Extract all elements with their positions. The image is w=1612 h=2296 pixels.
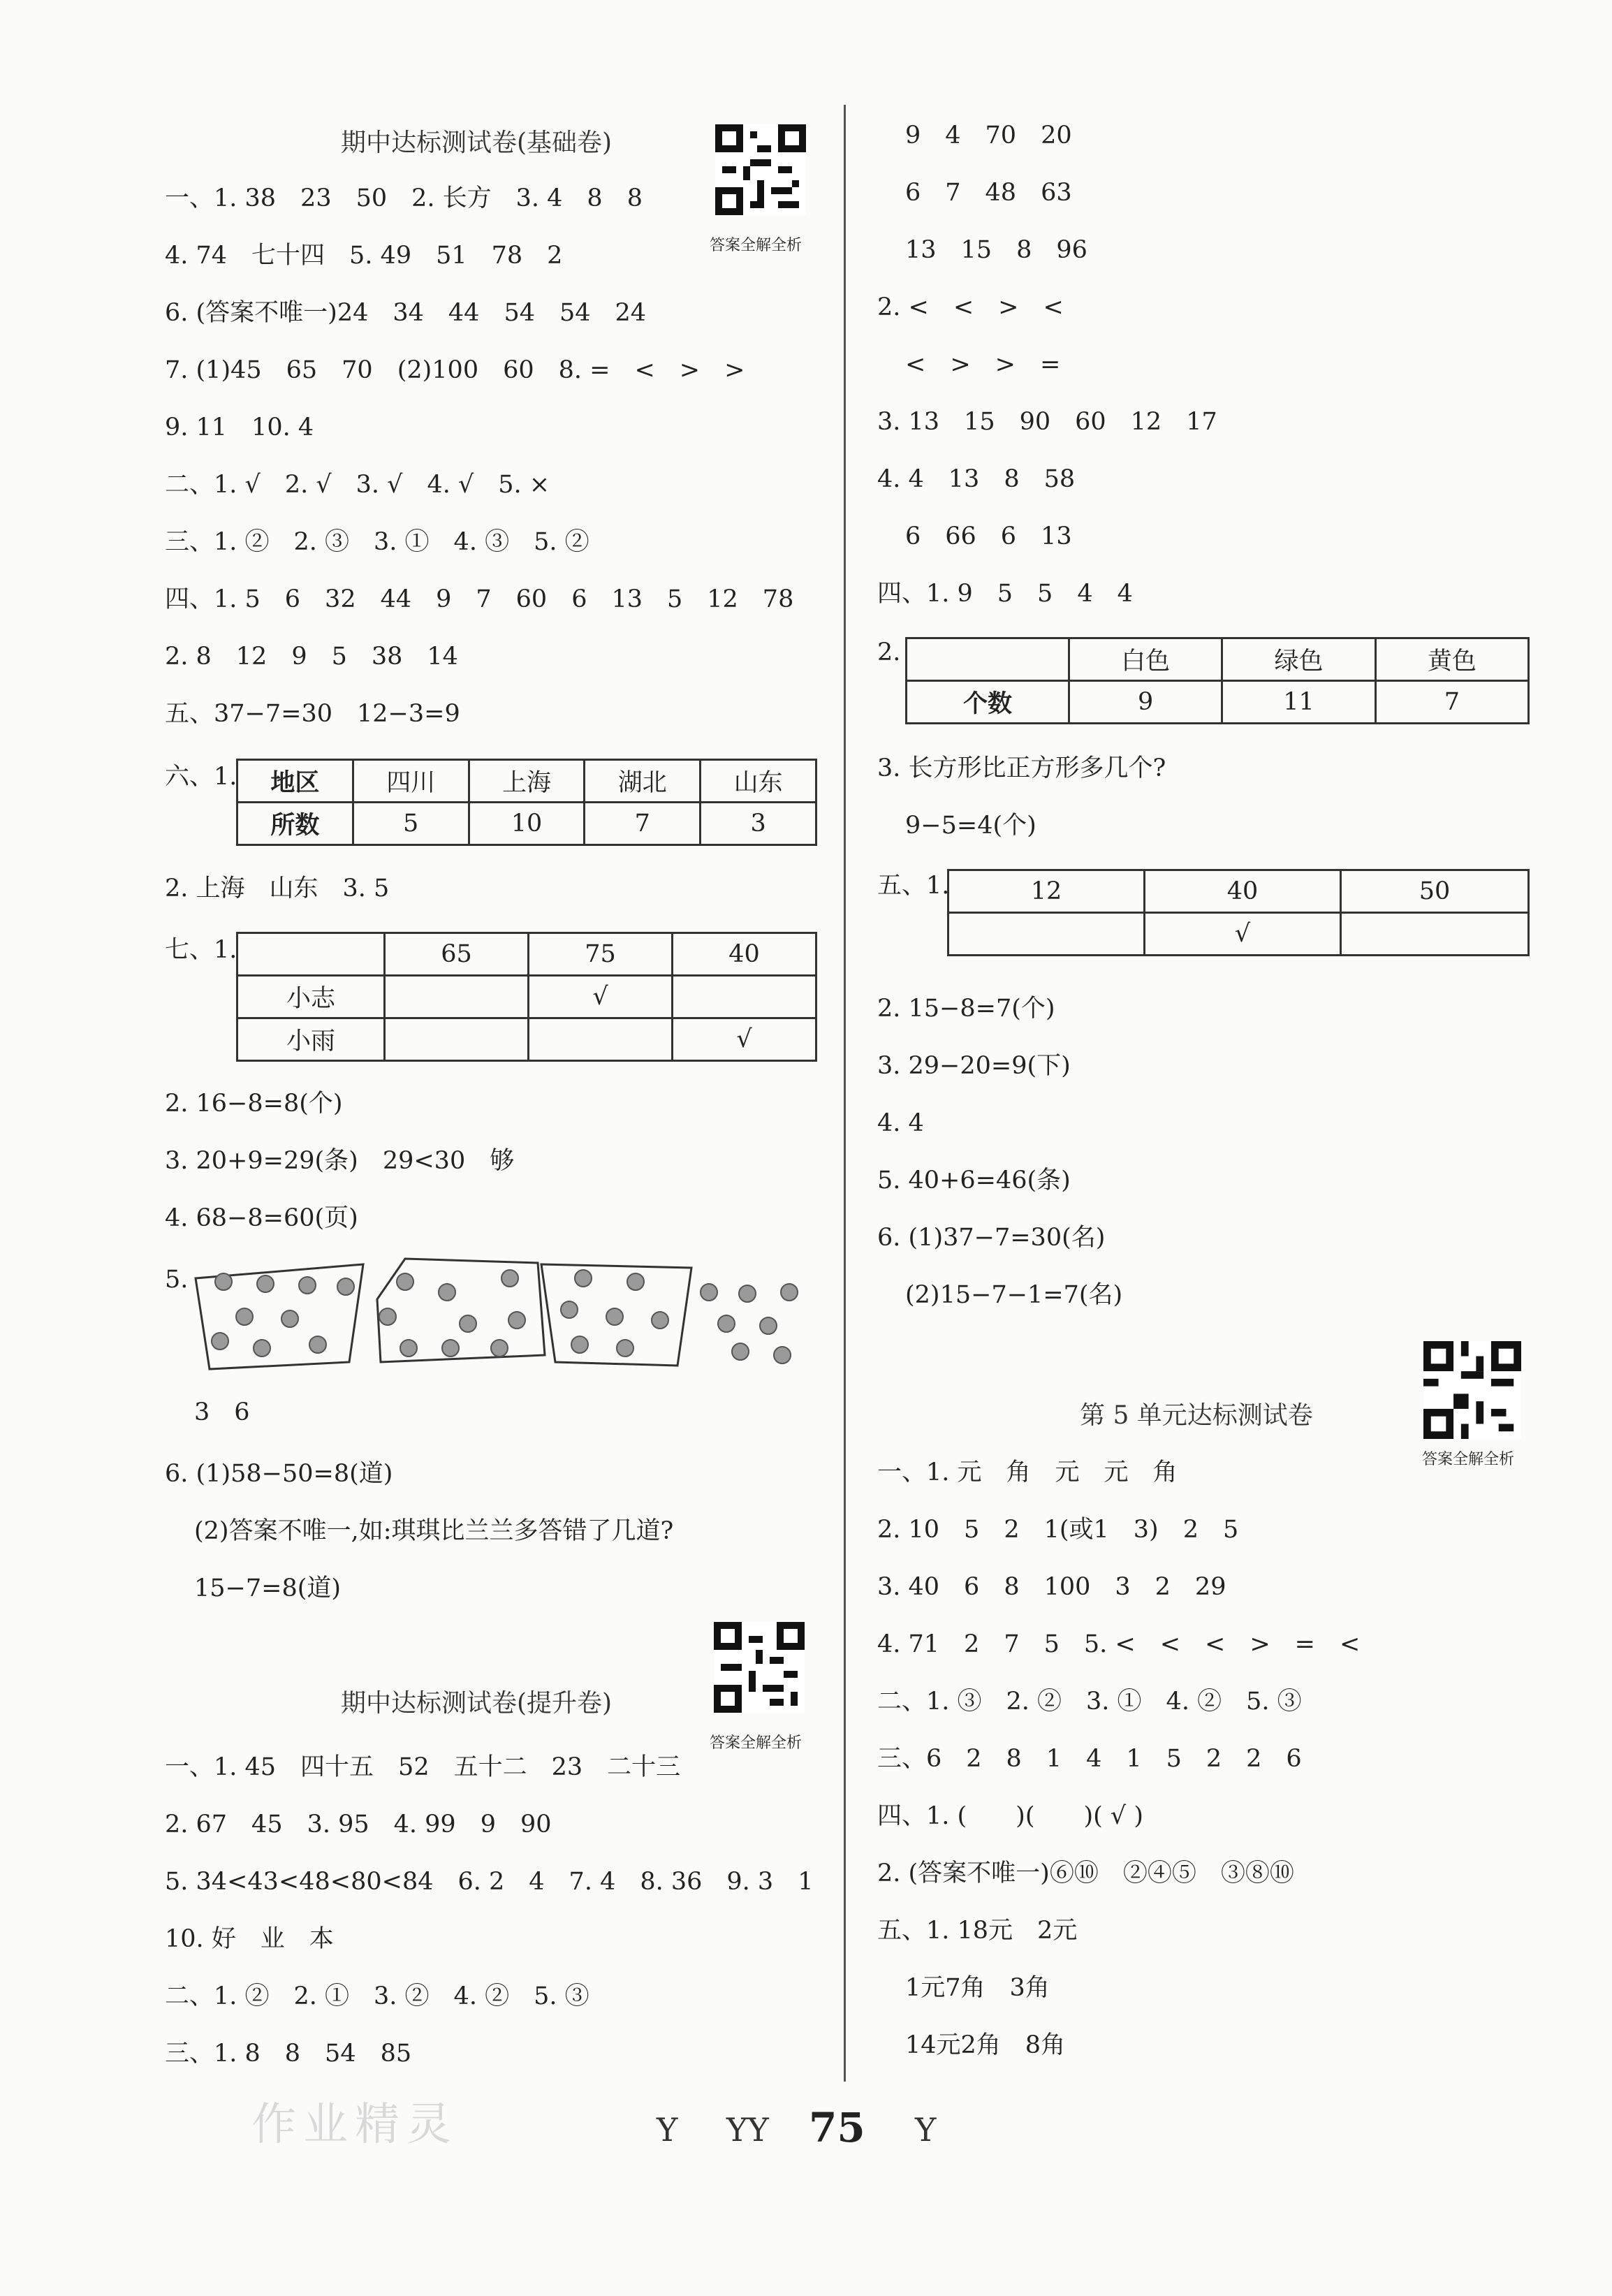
answer-line: 6. (1)37−7=30(名) — [877, 1224, 1106, 1252]
answer-line: 四、1. 5 6 32 44 9 7 60 6 13 5 12 78 — [165, 585, 794, 613]
table-cell: √ — [673, 1018, 816, 1061]
table-cell: 所数 — [237, 803, 353, 845]
table-cell: 7 — [585, 803, 701, 845]
answer-line: 3. 40 6 8 100 3 2 29 — [877, 1573, 1226, 1601]
answer-line: 15−7=8(道) — [194, 1574, 342, 1602]
answer-line: 三、1. 8 8 54 85 — [165, 2040, 412, 2068]
answer-line: 6. (答案不唯一)24 34 44 54 54 24 — [165, 299, 647, 327]
answer-line: 2. 15−8=7(个) — [877, 995, 1055, 1023]
table-cell: 白色 — [1069, 638, 1222, 681]
table-cell: 10 — [469, 803, 585, 845]
qr-code-icon — [1423, 1341, 1521, 1439]
question-label: 5. — [165, 1266, 189, 1294]
table-cell — [237, 933, 385, 976]
answer-line: 4. 71 2 7 5 5. < < < > = < — [877, 1630, 1361, 1658]
answer-line: 四、1. 9 5 5 4 4 — [877, 580, 1133, 608]
answer-line: 三、6 2 8 1 4 1 5 2 2 6 — [877, 1745, 1302, 1773]
grouped-circles-figure — [189, 1250, 831, 1376]
answer-line: 13 15 8 96 — [905, 236, 1087, 264]
qr-code-icon — [714, 1622, 805, 1713]
table-cell — [948, 913, 1145, 956]
color-count-table — [905, 637, 1530, 724]
table-cell — [385, 1018, 529, 1061]
table-cell — [673, 976, 816, 1018]
table-cell: 11 — [1222, 681, 1375, 724]
answer-line: 4. 68−8=60(页) — [165, 1204, 358, 1232]
qr-caption: 答案全解全析 — [710, 1734, 803, 1752]
answer-line: (2)答案不唯一,如:琪琪比兰兰多答错了几道? — [194, 1517, 674, 1545]
answer-line: 二、1. ② 2. ① 3. ② 4. ② 5. ③ — [165, 1982, 589, 2010]
answer-line: 四、1. ( )( )( √ ) — [877, 1802, 1144, 1830]
table-cell: 7 — [1375, 681, 1528, 724]
sprout-icon: YY — [726, 2111, 769, 2149]
answer-line: 2. 上海 山东 3. 5 — [165, 875, 390, 902]
table-cell: 四川 — [353, 760, 469, 803]
answer-line: 一、1. 元 角 元 元 角 — [877, 1458, 1178, 1486]
table-cell: 个数 — [907, 681, 1069, 724]
answer-line: 3 6 — [194, 1398, 250, 1426]
table-cell: 湖北 — [585, 760, 701, 803]
answer-line: (2)15−7−1=7(名) — [905, 1281, 1123, 1309]
answer-line: 4. 4 — [877, 1109, 924, 1137]
answer-line: 5. 34<43<48<80<84 6. 2 4 7. 4 8. 36 9. 3 1 — [165, 1868, 814, 1896]
sprout-icon: Y — [657, 2111, 678, 2149]
answer-line: 一、1. 38 23 50 2. 长方 3. 4 8 8 — [165, 184, 643, 212]
answer-line: 6 7 48 63 — [905, 179, 1072, 207]
answer-line: 2. 67 45 3. 95 4. 99 9 90 — [165, 1811, 552, 1838]
answer-line: 10. 好 业 本 — [165, 1925, 334, 1953]
answer-line: 一、1. 45 四十五 52 五十二 23 二十三 — [165, 1753, 681, 1781]
page-number: 75 — [809, 2104, 865, 2151]
answer-line: 2. < < > < — [877, 293, 1064, 321]
answer-line: 6. (1)58−50=8(道) — [165, 1460, 393, 1488]
answer-line: 9. 11 10. 4 — [165, 414, 314, 441]
table-cell: 9 — [1069, 681, 1222, 724]
answer-line: 二、1. √ 2. √ 3. √ 4. √ 5. × — [165, 471, 550, 499]
answer-line: 4. 4 13 8 58 — [877, 465, 1076, 493]
answer-line: 2. 8 12 9 5 38 14 — [165, 643, 458, 671]
answer-line: 3. 13 15 90 60 12 17 — [877, 408, 1217, 436]
table-cell: 上海 — [469, 760, 585, 803]
column-divider — [844, 105, 846, 2082]
choice-table — [947, 869, 1530, 956]
qr-code-icon — [715, 124, 806, 215]
table-cell — [529, 1018, 673, 1061]
table-cell — [385, 976, 529, 1018]
table-cell: 75 — [529, 933, 673, 976]
answer-line: < > > = — [905, 351, 1061, 379]
exam-title-unit-5: 第 5 单元达标测试卷 — [1080, 1401, 1313, 1430]
answer-line: 三、1. ② 2. ③ 3. ① 4. ③ 5. ② — [165, 528, 589, 556]
answer-line: 9 4 70 20 — [905, 122, 1072, 149]
table-cell — [1341, 913, 1529, 956]
answer-line: 1元7角 3角 — [905, 1974, 1050, 2002]
table-cell: 65 — [385, 933, 529, 976]
table-cell: 绿色 — [1222, 638, 1375, 681]
table-cell: 3 — [701, 803, 816, 845]
score-table — [236, 932, 817, 1062]
answer-line: 5. 40+6=46(条) — [877, 1167, 1071, 1194]
watermark: 作业精灵 — [251, 2099, 458, 2151]
answer-line: 6 66 6 13 — [905, 522, 1072, 550]
exam-title-midterm-advanced: 期中达标测试卷(提升卷) — [341, 1689, 613, 1718]
table-cell: 40 — [1145, 870, 1341, 913]
question-label: 2. — [877, 638, 901, 666]
table-cell: 小雨 — [237, 1018, 385, 1061]
region-table — [236, 759, 817, 846]
table-cell: 40 — [673, 933, 816, 976]
answer-line: 3. 29−20=9(下) — [877, 1052, 1071, 1080]
answer-line: 14元2角 8角 — [905, 2031, 1066, 2059]
table-cell: √ — [1145, 913, 1341, 956]
answer-line: 7. (1)45 65 70 (2)100 60 8. = < > > — [165, 356, 745, 384]
exam-title-midterm-basic: 期中达标测试卷(基础卷) — [341, 129, 613, 157]
table-cell: 地区 — [237, 760, 353, 803]
table-cell: √ — [529, 976, 673, 1018]
answer-line: 2. 16−8=8(个) — [165, 1090, 343, 1118]
table-cell: 黄色 — [1375, 638, 1528, 681]
answer-line: 2. 10 5 2 1(或1 3) 2 5 — [877, 1516, 1239, 1544]
qr-caption: 答案全解全析 — [710, 237, 803, 254]
question-label: 六、1. — [165, 763, 237, 791]
answer-line: 五、1. 18元 2元 — [877, 1917, 1078, 1945]
qr-caption: 答案全解全析 — [1422, 1451, 1515, 1468]
table-cell: 50 — [1341, 870, 1529, 913]
answer-line: 3. 20+9=29(条) 29<30 够 — [165, 1147, 515, 1175]
table-cell: 5 — [353, 803, 469, 845]
answer-line: 4. 74 七十四 5. 49 51 78 2 — [165, 242, 563, 270]
answer-line: 3. 长方形比正方形多几个? — [877, 754, 1166, 782]
table-cell — [907, 638, 1069, 681]
question-label: 五、1. — [877, 872, 950, 900]
answer-line: 五、37−7=30 12−3=9 — [165, 700, 460, 728]
table-cell: 山东 — [701, 760, 816, 803]
question-label: 七、1. — [165, 936, 237, 964]
table-cell: 12 — [948, 870, 1145, 913]
sprout-icon: Y — [915, 2111, 937, 2149]
answer-line: 9−5=4(个) — [905, 812, 1036, 840]
answer-line: 2. (答案不唯一)⑥⑩ ②④⑤ ③⑧⑩ — [877, 1859, 1294, 1887]
answer-line: 二、1. ③ 2. ② 3. ① 4. ② 5. ③ — [877, 1688, 1302, 1716]
table-cell: 小志 — [237, 976, 385, 1018]
